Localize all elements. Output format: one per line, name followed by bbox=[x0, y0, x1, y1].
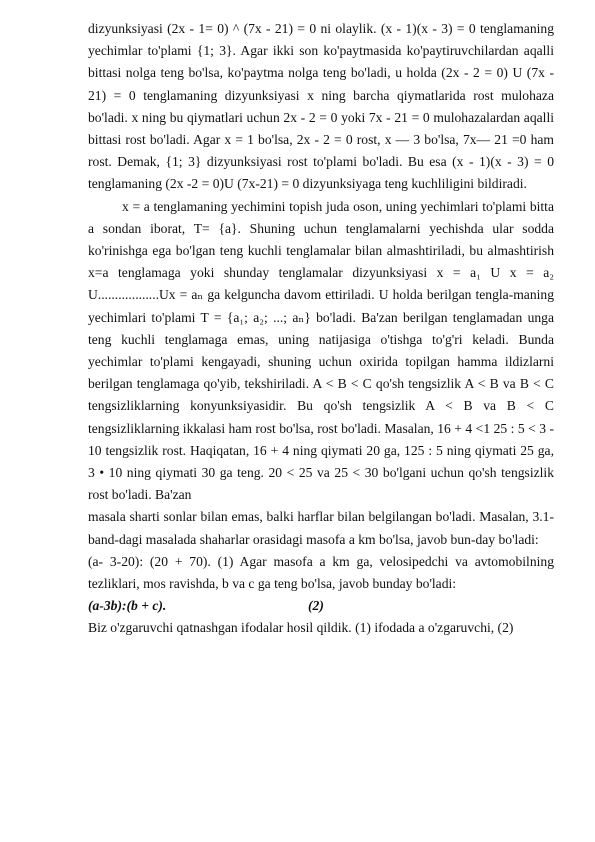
paragraph-masofa: (a- 3-20): (20 + 70). (1) Agar masofa a km ga, velosipedchi va avtomobilning tezliklari, mos ravishda, b va c ga teng bo'lsa, javob bunday bo'ladi: bbox=[88, 553, 554, 592]
paragraph-tenglama-yechimi: x = a tenglamaning yechimini topish juda oson, uning yechimlari to'plami bitta a sondan iborat, T= {a}. Shuning uchun tenglamalarni yechishda ular sodda ko'rinishga ega bo'lgan teng kuchli tenglamalar bilan almashtiriladi, bu almashtirish x=a tenglamaga yoki shunday tenglamalar dizyunksiyasi x = a₁ U x = a₂ U..................Ux = aₙ ga kelguncha davom ettiriladi. U holda berilgan tengla-maning yechimlari to'plami T = {a₁; a₂; ...; aₙ} bo'ladi. Ba'zan berilgan tenglamadan unga teng kuchli tenglamaga emas, uning natijasiga o'tishga to'g'ri keladi. Bunda yechimlar to'plami kengayadi, shuning uchun oxirida topilgan hamma ildizlarni berilgan tenglamaga qo'yib, tekshiriladi. A < B < C qo'sh tengsizlik A < B va B < C tengsizliklarning konyunksiyasidir. Bu qo'sh tengsizlik A < B va B < C tengsizliklarning ikkalasi ham rost bo'lsa, rost bo'ladi. Masalan, 16 + 4 <1 25 : 5 < 3 - 10 tengsizlik rost. Haqiqatan, 16 + 4 ning qiymati 20 ga, 125 : 5 ning qiymati 25 ga, 3 • 10 ning qiymati 30 ga teng. 20 < 25 va 25 < 30 bo'lgani uchun qo'sh tengsizlik rost bo'ladi. Ba'zan bbox=[88, 198, 554, 503]
paragraph-dizyunksiya: dizyunksiyasi (2x - 1= 0) ^ (7x - 21) = 0 ni olaylik. (x - 1)(x - 3) = 0 tenglamaning yechimlar to'plami {1; 3}. Agar ikki son ko'paytmasida ko'paytiruvchilardan aqalli bittasi nolga teng bo'lsa, ko'paytma nolga teng bo'ladi, u holda (2x - 2 = 0) U (7x - 21) = 0 tenglamaning dizyunksiyasi x ning barcha qiymatlarida rost mulohaza bo'ladi. x ning bu qiymatlari uchun 2x - 2 = 0 yoki 7x - 21 = 0 mulohazalardan aqalli bittasi rost bo'ladi. Agar x = 1 bo'lsa, 2x - 2 = 0 rost, x — 3 bo'lsa, 7x— 21 =0 ham rost. Demak, {1; 3} dizyunksiyasi rost to'plami bo'ladi. Bu esa (x - 1)(x - 3) = 0 tenglamaning (2x -2 = 0)U (7x-21) = 0 dizyunksiyaga teng kuchliligini bildiradi. bbox=[88, 21, 554, 192]
equation-number: (2) bbox=[308, 598, 324, 614]
paragraph-masala-sharti: masala sharti sonlar bilan emas, balki harflar bilan belgilangan bo'ladi. Masalan, 3.1-band-dagi masalada shaharlar orasidagi masofa a km bo'lsa, javob bun-day bo'ladi: bbox=[88, 509, 554, 547]
equation-expression: (a-3b):(b + c). bbox=[88, 598, 167, 614]
document-page bbox=[88, 18, 554, 640]
equation-line bbox=[88, 595, 554, 617]
paragraph-ozgaruvchi: Biz o'zgaruvchi qatnashgan ifodalar hosil qildik. (1) ifodada a o'zgaruvchi, (2) bbox=[88, 620, 514, 636]
